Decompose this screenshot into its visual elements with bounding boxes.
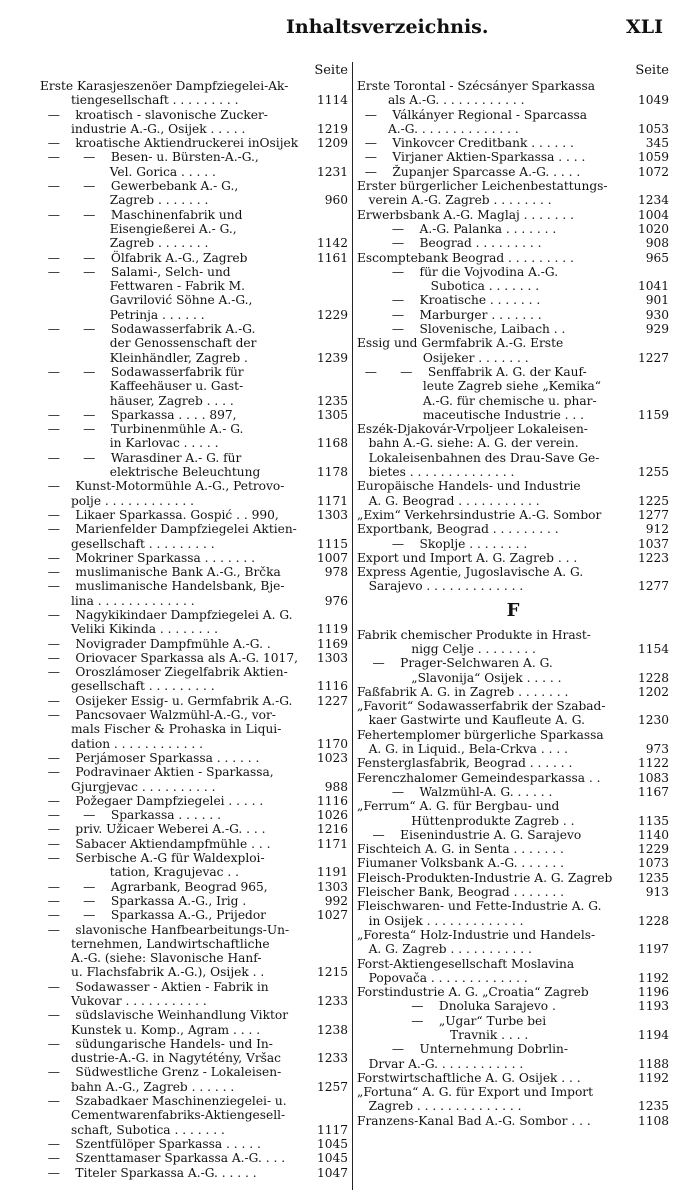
index-entry-page: 1116 <box>316 793 348 808</box>
index-entry <box>357 756 669 770</box>
page-header <box>0 16 699 46</box>
index-entry-text: — Skoplje . . . . . . . . <box>357 536 528 551</box>
index-entry-page: 1303 <box>316 879 348 894</box>
index-entry-page: 1170 <box>316 736 348 751</box>
index-entry-page: 930 <box>645 307 669 322</box>
index-entry-text: — Unternehmung Dobrlin- Drvar A.-G. . . . . . . . . . . . <box>368 1042 568 1071</box>
index-entry-page: 1233 <box>316 994 348 1008</box>
index-entry-text: — Prager-Selchwaren A. G. „Slavonija“ Osijek . . . . . <box>372 656 562 685</box>
index-entry-text: — „Ugar“ Turbe bei Travnik . . . . <box>411 1013 547 1042</box>
index-entry-page: 1117 <box>316 1122 348 1137</box>
index-entry <box>357 479 669 508</box>
index-entry-text: — kroatische Aktiendruckerei inOsijek <box>40 136 299 151</box>
index-entry <box>357 1071 669 1085</box>
index-entry-page: 1192 <box>637 1070 669 1085</box>
index-entry-page: 1235 <box>637 1099 669 1114</box>
index-entry <box>40 1008 348 1037</box>
index-entry-text: — priv. Užicaer Weberei A.-G. . . . <box>40 822 266 837</box>
index-entry-text: — Szabadkaer Maschinenziegelei- u. Cementwarenfabriks-Aktiengesell- schaft, Subotica . . . . . . . <box>47 1094 287 1137</box>
index-entry <box>40 479 348 508</box>
index-entry-text: — Novigrader Dampfmühle A.-G. . <box>40 636 271 651</box>
index-entry-text: — — Maschinenfabrik und Eisengießerei A.- G., Zagreb . . . . . . . <box>47 207 243 251</box>
index-entry-text: — Titeler Sparkassa A.-G. . . . . . <box>40 1165 257 1180</box>
index-entry <box>40 108 348 137</box>
index-entry-page: 1041 <box>637 279 669 294</box>
index-entry-page: 1257 <box>316 1079 348 1094</box>
index-entry-page: 1154 <box>637 641 669 656</box>
index-entry <box>40 794 348 808</box>
index-entry-text: Fischteich A. G. in Senta . . . . . . . <box>357 842 564 857</box>
index-entry <box>357 308 669 322</box>
index-entry <box>40 79 348 108</box>
right-entry-list-top <box>357 79 669 594</box>
index-entry <box>40 822 348 836</box>
index-entry <box>357 785 669 799</box>
index-entry-text: — — Salami-, Selch- und Fettwaren - Fabrik M. Gavrilović Söhne A.-G., Petrinja . . . . . . <box>47 264 253 322</box>
index-entry-text: — Serbische A.-G für Waldexploi- tation, Kragujevac . . <box>47 851 265 880</box>
index-entry-text: — — Sparkassa . . . . 897, <box>40 407 237 422</box>
index-entry-text: — — Gewerbebank A.- G., Zagreb . . . . . . . <box>47 179 239 208</box>
index-entry-text: Fiumaner Volksbank A.-G. . . . . . . <box>357 856 564 871</box>
index-entry-page: 1197 <box>637 942 669 957</box>
index-entry <box>357 422 669 479</box>
index-entry <box>357 522 669 536</box>
index-entry-text: — — Sodawasserfabrik A.-G. der Genossenschaft der Kleinhändler, Zagreb . <box>47 322 257 365</box>
index-entry <box>40 265 348 322</box>
index-entry-page: 1116 <box>316 679 348 694</box>
index-entry-page: 1135 <box>637 813 669 828</box>
index-entry-text: — — Senffabrik A. G. der Kauf- leute Zagreb siehe „Kemika“ A.-G. für chemische u. phar- maceutische Industrie . . . <box>364 364 601 422</box>
index-entry-text: — südslavische Weinhandlung Viktor Kunstek u. Komp., Agram . . . . <box>47 1008 289 1037</box>
index-entry-text: — — Turbinenmühle A.- G. in Karlovac . . . . . <box>47 422 244 451</box>
index-entry-page: 1223 <box>637 550 669 565</box>
index-entry-text: — Dnoluka Sarajevo . <box>357 999 556 1014</box>
index-entry <box>40 179 348 208</box>
index-entry-page: 1168 <box>316 436 348 451</box>
index-entry <box>40 408 348 422</box>
index-entry <box>357 1114 669 1128</box>
index-entry-text: — muslimanische Handelsbank, Bje- lina . . . . . . . . . . . . . <box>47 579 285 608</box>
index-entry-text: Forst-Aktiengesellschaft Moslavina Popovača . . . . . . . . . . . . . <box>357 956 575 985</box>
index-entry-text: — A.-G. Palanka . . . . . . . <box>357 221 557 236</box>
index-entry-page: 965 <box>645 250 669 265</box>
index-entry-page: 1231 <box>316 164 348 179</box>
index-entry <box>40 851 348 880</box>
index-entry-text: Fensterglasfabrik, Beograd . . . . . . <box>357 756 573 771</box>
page-number: XLI <box>626 16 663 38</box>
index-entry <box>40 322 348 365</box>
left-entry-list <box>40 79 348 1180</box>
index-entry-page: 1083 <box>637 770 669 785</box>
index-entry <box>40 508 348 522</box>
index-entry <box>357 565 669 594</box>
index-entry-page: 1277 <box>637 579 669 594</box>
index-entry-page: 1277 <box>637 507 669 522</box>
index-entry <box>357 1085 669 1114</box>
index-entry-page: 1007 <box>316 550 348 565</box>
index-entry <box>357 222 669 236</box>
index-entry-text: — Vinkovcer Creditbank . . . . . . <box>357 136 574 151</box>
index-entry <box>40 608 348 637</box>
index-entry <box>40 765 348 794</box>
index-entry-page: 913 <box>645 885 669 900</box>
left-column-heading: Seite <box>314 63 348 78</box>
index-entry-text: Erste Torontal - Szécsányer Sparkassa als A.-G. . . . . . . . . . . . <box>357 79 596 108</box>
index-entry-page: 992 <box>324 893 348 908</box>
index-entry-page: 1305 <box>316 407 348 422</box>
index-entry-page: 1167 <box>637 784 669 799</box>
index-entry-page: 1303 <box>316 507 348 522</box>
index-entry <box>40 708 348 751</box>
index-entry-page: 1159 <box>637 407 669 422</box>
index-entry <box>40 880 348 894</box>
index-entry-page: 1193 <box>637 999 669 1014</box>
index-entry-text: — Kroatische . . . . . . . <box>357 293 541 308</box>
index-entry-page: 1255 <box>637 465 669 480</box>
index-entry-page: 1023 <box>316 750 348 765</box>
index-entry <box>357 236 669 250</box>
index-entry-page: 1004 <box>637 207 669 222</box>
index-entry-text: Essig und Germfabrik A.-G. Erste Osijeker . . . . . . . <box>357 336 564 365</box>
index-entry-text: — Szenttamaser Sparkassa A.-G. . . . <box>40 1151 286 1166</box>
index-entry-text: — Válkányer Regional - Sparcassa A.-G. . . . . . . . . . . . . . <box>364 107 587 136</box>
index-entry <box>40 1166 348 1180</box>
index-entry-text: — Pancsovaer Walzmühl-A.-G., vor- mals Fischer & Prohaska in Liqui- dation . . . . . . . . . . . . <box>47 708 282 751</box>
index-entry-page: 1114 <box>316 93 348 108</box>
index-entry-text: — Slovenische, Laibach . . <box>357 322 566 337</box>
index-entry <box>357 856 669 870</box>
index-entry-page: 978 <box>324 565 348 580</box>
index-entry-page: 912 <box>645 522 669 537</box>
right-column-heading: Seite <box>635 63 669 78</box>
index-entry <box>357 885 669 899</box>
index-entry <box>357 179 669 208</box>
index-entry-page: 1045 <box>316 1136 348 1151</box>
index-entry-text: Fleischwaren- und Fette-Industrie A. G. in Osijek . . . . . . . . . . . . . <box>357 899 602 928</box>
index-entry <box>40 136 348 150</box>
index-entry-text: — — Sparkassa A.-G., Irig . <box>40 893 247 908</box>
index-entry-text: „Ferrum“ A. G. für Bergbau- und Hüttenprodukte Zagreb . . <box>357 799 575 828</box>
index-entry-text: — — Agrarbank, Beograd 965, <box>40 879 268 894</box>
index-entry <box>357 871 669 885</box>
index-entry <box>357 656 669 685</box>
index-entry-page: 345 <box>645 136 669 151</box>
left-column <box>40 62 348 1180</box>
index-entry <box>357 251 669 265</box>
index-entry <box>357 771 669 785</box>
index-entry-page: 1053 <box>637 121 669 136</box>
index-entry-page: 1020 <box>637 221 669 236</box>
index-entry <box>40 651 348 665</box>
index-entry-text: Express Agentie, Jugoslavische A. G. Sarajevo . . . . . . . . . . . . . <box>357 565 584 594</box>
index-entry-page: 1171 <box>316 493 348 508</box>
index-entry-page: 1072 <box>637 164 669 179</box>
index-entry-page: 1196 <box>637 985 669 1000</box>
index-entry <box>40 665 348 694</box>
index-entry <box>357 728 669 757</box>
index-entry <box>40 522 348 551</box>
index-entry-text: — Südwestliche Grenz - Lokaleisen- bahn A.-G., Zagreb . . . . . . <box>47 1065 282 1094</box>
index-entry-page: 1171 <box>316 836 348 851</box>
index-entry <box>40 694 348 708</box>
index-entry <box>357 899 669 928</box>
index-entry-page: 1230 <box>637 713 669 728</box>
index-entry-text: Erwerbsbank A.-G. Maglaj . . . . . . . <box>357 207 574 222</box>
index-entry <box>40 837 348 851</box>
index-entry <box>357 551 669 565</box>
index-entry-text: — Sodawasser - Aktien - Fabrik in Vukovar . . . . . . . . . . . <box>47 979 269 1008</box>
index-entry <box>40 579 348 608</box>
index-entry-text: — südungarische Handels- und In- dustrie-A.-G. in Nagytétény, Vršac <box>47 1036 281 1066</box>
index-entry-page: 1229 <box>637 842 669 857</box>
page-title: Inhaltsverzeichnis. <box>286 16 489 38</box>
index-entry <box>357 928 669 957</box>
index-entry-text: „Exim“ Verkehrsindustrie A.-G. Sombor <box>357 507 602 522</box>
index-entry-text: Forstwirtschaftliche A. G. Osijek . . . <box>357 1070 581 1085</box>
index-entry-text: Ferenczhalomer Gemeindesparkassa . . <box>357 770 601 785</box>
index-entry <box>40 422 348 451</box>
index-entry-page: 973 <box>645 742 669 757</box>
index-entry <box>40 365 348 408</box>
index-entry-page: 1140 <box>637 827 669 842</box>
index-entry-page: 901 <box>645 293 669 308</box>
index-entry-text: — Perjámoser Sparkassa . . . . . . <box>40 750 260 765</box>
index-entry <box>357 265 669 294</box>
index-entry-text: Europäische Handels- und Industrie A. G. Beograd . . . . . . . . . . . <box>357 479 581 508</box>
index-entry-text: Fehertemplomer bürgerliche Sparkassa A. G. in Liquid., Bela-Crkva . . . . <box>357 727 604 757</box>
index-entry-text: — Marienfelder Dampfziegelei Aktien- gesellschaft . . . . . . . . . <box>47 522 297 551</box>
index-entry <box>357 537 669 551</box>
index-entry-text: Fleischer Bank, Beograd . . . . . . . <box>357 885 564 900</box>
index-entry-page: 1115 <box>316 536 348 551</box>
index-entry-text: — Mokriner Sparkassa . . . . . . . <box>40 550 256 565</box>
right-entry-list-bottom <box>357 628 669 1128</box>
section-letter: F <box>506 599 520 621</box>
index-entry <box>357 293 669 307</box>
index-entry <box>40 451 348 480</box>
index-entry <box>40 808 348 822</box>
index-entry-text: — — Sparkassa A.-G., Prijedor <box>40 908 267 923</box>
index-entry-page: 1202 <box>637 684 669 699</box>
index-entry-page: 960 <box>324 193 348 208</box>
index-entry-page: 1238 <box>316 1022 348 1037</box>
index-entry-text: — Oriovacer Sparkassa als A.-G. 1017, <box>40 650 298 665</box>
index-entry-page: 1026 <box>316 808 348 823</box>
index-entry <box>357 957 669 986</box>
index-entry-text: — — Besen- u. Bürsten-A.-G., Vel. Gorica . . . . . <box>47 150 259 179</box>
index-entry-page: 1161 <box>316 250 348 265</box>
index-entry-page: 1303 <box>316 650 348 665</box>
index-entry <box>357 365 669 422</box>
index-entry-text: Fleisch-Produkten-Industrie A. G. Zagreb <box>357 870 613 885</box>
right-column <box>357 62 669 1128</box>
index-entry <box>357 685 669 699</box>
index-entry-page: 1059 <box>637 150 669 165</box>
index-entry <box>40 1037 348 1066</box>
index-entry <box>357 336 669 365</box>
index-entry <box>357 999 669 1013</box>
index-entry <box>357 150 669 164</box>
index-entry <box>357 79 669 108</box>
index-entry <box>40 894 348 908</box>
index-entry-page: 1227 <box>637 350 669 365</box>
index-entry-page: 1209 <box>316 136 348 151</box>
index-entry <box>357 208 669 222</box>
index-entry-text: — — Warasdiner A.- G. für elektrische Beleuchtung <box>47 450 261 480</box>
index-entry <box>40 150 348 179</box>
index-entry-page: 1027 <box>316 908 348 923</box>
index-entry-text: — Eisenindustrie A. G. Sarajevo <box>357 827 582 842</box>
column-divider <box>352 62 353 1190</box>
index-entry <box>357 828 669 842</box>
index-entry <box>357 628 669 657</box>
index-entry-page: 976 <box>324 593 348 608</box>
index-entry-page: 1192 <box>637 970 669 985</box>
index-entry-text: Forstindustrie A. G. „Croatia“ Zagreb <box>357 985 589 1000</box>
index-entry <box>357 1042 669 1071</box>
index-entry-page: 1045 <box>316 1151 348 1166</box>
index-entry-text: — Sabacer Aktiendampfmühle . . . <box>40 836 271 851</box>
index-entry <box>40 251 348 265</box>
index-entry-page: 988 <box>324 779 348 794</box>
index-entry <box>40 923 348 980</box>
index-entry-text: Faßfabrik A. G. in Zagreb . . . . . . . <box>357 684 569 699</box>
index-entry-page: 1233 <box>316 1051 348 1066</box>
index-entry-text: Erste Karasjeszenöer Dampfziegelei-Ak- tiengesellschaft . . . . . . . . . <box>40 79 289 108</box>
index-entry-page: 1122 <box>637 756 669 771</box>
index-entry-page: 1049 <box>637 93 669 108</box>
index-entry-text: — Beograd . . . . . . . . . <box>357 236 542 251</box>
index-entry-text: — — Sparkassa . . . . . . <box>40 808 222 823</box>
index-entry-page: 1191 <box>316 865 348 880</box>
index-entry-text: „Foresta“ Holz-Industrie und Handels- A. G. Zagreb . . . . . . . . . . . <box>357 927 596 957</box>
index-entry-text: — — Ölfabrik A.-G., Zagreb <box>40 250 248 265</box>
index-entry <box>40 980 348 1009</box>
index-entry-page: 1194 <box>637 1028 669 1042</box>
index-entry <box>40 565 348 579</box>
index-entry <box>40 1137 348 1151</box>
index-entry-page: 1178 <box>316 465 348 480</box>
index-entry-page: 1108 <box>637 1113 669 1128</box>
index-entry-page: 1216 <box>316 822 348 837</box>
index-entry <box>40 551 348 565</box>
index-entry-text: Eszék-Djakovár-Vrpoljeer Lokaleisen- bahn A.-G. siehe: A. G. der verein. Lokaleisenbahnen des Drau-Save Ge- bietes . . . . . . . . . . . . . . <box>357 422 600 480</box>
index-entry-page: 1227 <box>316 693 348 708</box>
index-entry <box>357 699 669 728</box>
index-entry-text: — Podravinaer Aktien - Sparkassa, Gjurgjevac . . . . . . . . . . <box>47 765 274 794</box>
index-entry-text: — — Sodawasserfabrik für Kaffeehäuser u. Gast- häuser, Zagreb . . . . <box>47 364 244 408</box>
index-entry-page: 1219 <box>316 121 348 136</box>
index-entry-text: „Fortuna“ A. G. für Export und Import Zagreb . . . . . . . . . . . . . . <box>357 1085 594 1114</box>
index-entry <box>40 1065 348 1094</box>
index-entry-page: 1225 <box>637 493 669 508</box>
index-entry-page: 1234 <box>637 193 669 208</box>
index-entry-text: — Županjer Sparcasse A.-G. . . . . <box>357 164 581 179</box>
index-entry <box>357 842 669 856</box>
index-entry-page: 1073 <box>637 856 669 871</box>
index-entry-text: — Osijeker Essig- u. Germfabrik A.-G. <box>40 693 293 708</box>
index-entry <box>357 136 669 150</box>
index-entry-text: — slavonische Hanfbearbeitungs-Un- ternehmen, Landwirtschaftliche A.-G. (siehe: Slavonische Hanf- u. Flachsfabrik A.-G.), Osijek . . <box>47 922 290 980</box>
index-entry <box>357 165 669 179</box>
index-entry-text: — Marburger . . . . . . . <box>357 307 542 322</box>
index-entry-text: — Virjaner Aktien-Sparkassa . . . . <box>357 150 586 165</box>
index-entry-page: 929 <box>645 322 669 337</box>
index-entry-page: 1239 <box>316 350 348 365</box>
index-entry <box>40 1094 348 1137</box>
index-entry-page: 1235 <box>637 870 669 885</box>
index-entry-text: Exportbank, Beograd . . . . . . . . . <box>357 522 559 537</box>
index-entry-page: 1142 <box>316 236 348 251</box>
index-entry-text: — Kunst-Motormühle A.-G., Petrovo- polje . . . . . . . . . . . . <box>47 479 285 508</box>
index-entry <box>357 108 669 137</box>
index-entry-page: 1169 <box>316 636 348 651</box>
index-entry <box>357 508 669 522</box>
index-entry <box>357 1014 669 1043</box>
index-entry-text: Erster bürgerlicher Leichenbestattungs- verein A.-G. Zagreb . . . . . . . . <box>357 179 608 208</box>
index-entry-text: — Walzmühl-A. G. . . . . . <box>357 784 553 799</box>
index-entry-page: 1229 <box>316 307 348 322</box>
index-entry-page: 1119 <box>316 622 348 637</box>
index-entry-text: — Oroszlámoser Ziegelfabrik Aktien- gesellschaft . . . . . . . . . <box>47 665 288 694</box>
index-entry-text: — muslimanische Bank A.-G., Brčka <box>40 565 281 580</box>
index-entry-page: 1188 <box>637 1056 669 1071</box>
index-entry-page: 1228 <box>637 913 669 928</box>
index-entry-page: 1037 <box>637 536 669 551</box>
index-entry <box>40 208 348 251</box>
index-entry-page: 908 <box>645 236 669 251</box>
index-entry-text: Escomptebank Beograd . . . . . . . . . <box>357 250 574 265</box>
index-entry-text: Fabrik chemischer Produkte in Hrast- nigg Celje . . . . . . . . <box>357 627 591 656</box>
index-entry-page: 1228 <box>637 670 669 685</box>
index-entry-page: 1215 <box>316 965 348 980</box>
index-entry <box>357 322 669 336</box>
index-entry <box>40 637 348 651</box>
index-entry <box>40 751 348 765</box>
index-entry-text: „Favorit“ Sodawasserfabrik der Szabad- kaer Gastwirte und Kaufleute A. G. <box>357 699 606 728</box>
index-entry-text: — Nagykikindaer Dampfziegelei A. G. Veliki Kikinda . . . . . . . . <box>47 607 293 637</box>
index-entry-text: — Požegaer Dampfziegelei . . . . . <box>40 793 264 808</box>
index-entry-text: — kroatisch - slavonische Zucker- industrie A.-G., Osijek . . . . . <box>47 107 268 136</box>
index-entry-text: Franzens-Kanal Bad A.-G. Sombor . . . <box>357 1113 591 1128</box>
index-entry-text: — Szentfülöper Sparkassa . . . . . <box>40 1136 261 1151</box>
index-entry <box>357 985 669 999</box>
index-entry <box>40 1151 348 1165</box>
index-entry-text: — Likaer Sparkassa. Gospić . . 990, <box>40 507 279 522</box>
index-entry-text: Export und Import A. G. Zagreb . . . <box>357 550 578 565</box>
index-entry <box>40 908 348 922</box>
index-entry-page: 1235 <box>316 393 348 408</box>
index-entry-page: 1047 <box>316 1165 348 1180</box>
index-entry-text: — für die Vojvodina A.-G. Subotica . . . . . . . <box>391 264 559 294</box>
index-entry <box>357 799 669 828</box>
